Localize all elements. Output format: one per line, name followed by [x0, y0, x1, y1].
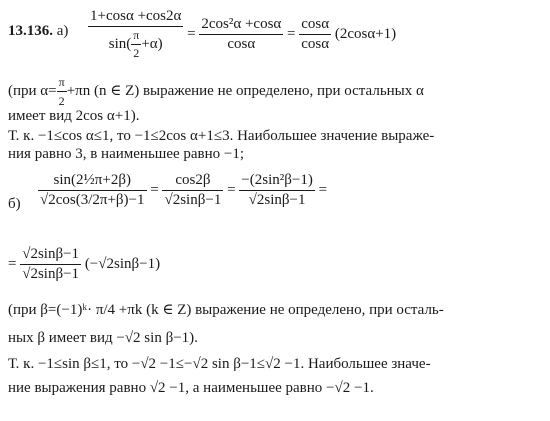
part-a-frac1-den-sin: sin — [108, 35, 127, 52]
pi-numerator: π — [133, 28, 140, 42]
problem-header — [8, 23, 68, 39]
part-b-frac3-denominator: √2sinβ−1 — [239, 190, 315, 209]
part-a-frac2-numerator: 2cos²α +cosα — [201, 16, 282, 32]
part-a-note-line-2: имеет вид 2cos α+1). — [8, 108, 140, 124]
part-a-text-line-4: ния равно 3, в наименьшее равно −1; — [8, 146, 245, 162]
part-b-frac2-denominator: √2sinβ−1 — [164, 192, 222, 208]
part-b-frac1-denominator: √2cos(3/2π+β)−1 — [40, 192, 145, 208]
part-b-note-line-1: (при β=(−1)ᵏ· π/4 +πk (k ∈ Z) выражение не определено, при осталь- — [8, 302, 444, 318]
part-a-note-line-1 — [8, 74, 424, 109]
part-a-equation: 1+cosα +cos2α sin( $\frac{\pi}{2}$ +α) = $\frac{\text{2cos²α +cosα}}{\cos\alpha}$ = $\frac{\cos\alpha}{\cos\alpha}$ (2cosα+1) — [90, 8, 397, 60]
part-b-equation-line-2 — [8, 246, 160, 283]
part-a-frac3-denominator: cosα — [301, 36, 330, 52]
part-a-frac3-numerator: cosα — [301, 16, 330, 32]
part-a-frac1-numerator: 1+cosα +cos2α — [90, 8, 182, 24]
part-a-frac1-den-plus-alpha: +α — [141, 35, 158, 52]
part-a-frac1-denominator: sin( $\frac{\pi}{2}$ +α) — [88, 26, 183, 61]
note-a-suffix: +πn (n ∈ Z) выражение не определено, при остальных α — [66, 82, 424, 99]
part-b-note-line-2: ных β имеет вид −√2 sin β−1). — [8, 330, 198, 346]
part-b-fraction-1 — [38, 172, 147, 209]
part-b-fraction-2 — [162, 172, 223, 209]
part-b-fraction-4 — [20, 246, 81, 283]
part-a-pi-over-2 — [131, 28, 141, 61]
part-b-label: б) — [8, 196, 21, 212]
note-a-pi: π — [58, 75, 65, 89]
two-denominator: 2 — [131, 44, 141, 61]
part-b-eq4-lead: = — [8, 255, 17, 272]
part-b-frac3-numerator: −(2sin²β−1) — [241, 172, 313, 188]
note-a-pi-over-2 — [57, 74, 67, 109]
part-a-text-line-3: Т. к. −1≤cos α≤1, то −1≤2cos α+1≤3. Наибольшее значение выраже- — [8, 128, 435, 144]
part-b-frac1-numerator: sin(2½π+2β) — [53, 172, 131, 188]
part-b-frac2-numerator: cos2β — [175, 172, 211, 188]
note-a-two: 2 — [57, 91, 67, 109]
part-b-result-tail: (−√2sinβ−1) — [84, 255, 161, 272]
part-b-equation: $\frac{\text{sin(2½π+2β)}}{√2\cos(3/2\pi+\beta)-1}$ = $\frac{\cos 2\beta}{√2\sin\beta-1}$ = $\frac{\text{−(2sin²β−1)}}{√2\sin\beta-1}$ = — [40, 172, 328, 208]
part-b-fraction-3 — [239, 172, 315, 209]
part-a-fraction-3 — [299, 16, 331, 53]
note-a-prefix: (при α= — [8, 82, 57, 99]
part-a-frac2-denominator: cosα — [199, 34, 283, 53]
part-a-result-tail: (2cosα+1) — [334, 25, 397, 42]
problem-number: 13.136. — [8, 23, 53, 39]
part-b-frac4-numerator: √2sinβ−1 — [22, 246, 80, 262]
part-a-fraction-1 — [88, 8, 183, 61]
part-b-text-line-4: ние выражения равно √2 −1, а наименьшее равно −√2 −1. — [8, 380, 374, 396]
part-a-fraction-2 — [199, 16, 283, 53]
part-b-frac4-denominator: √2sinβ−1 — [22, 266, 80, 282]
part-a-label: а) — [56, 23, 69, 39]
part-b-text-line-3: Т. к. −1≤sin β≤1, то −√2 −1≤−√2 sin β−1≤√2 −1. Наибольшее значе- — [8, 356, 431, 372]
